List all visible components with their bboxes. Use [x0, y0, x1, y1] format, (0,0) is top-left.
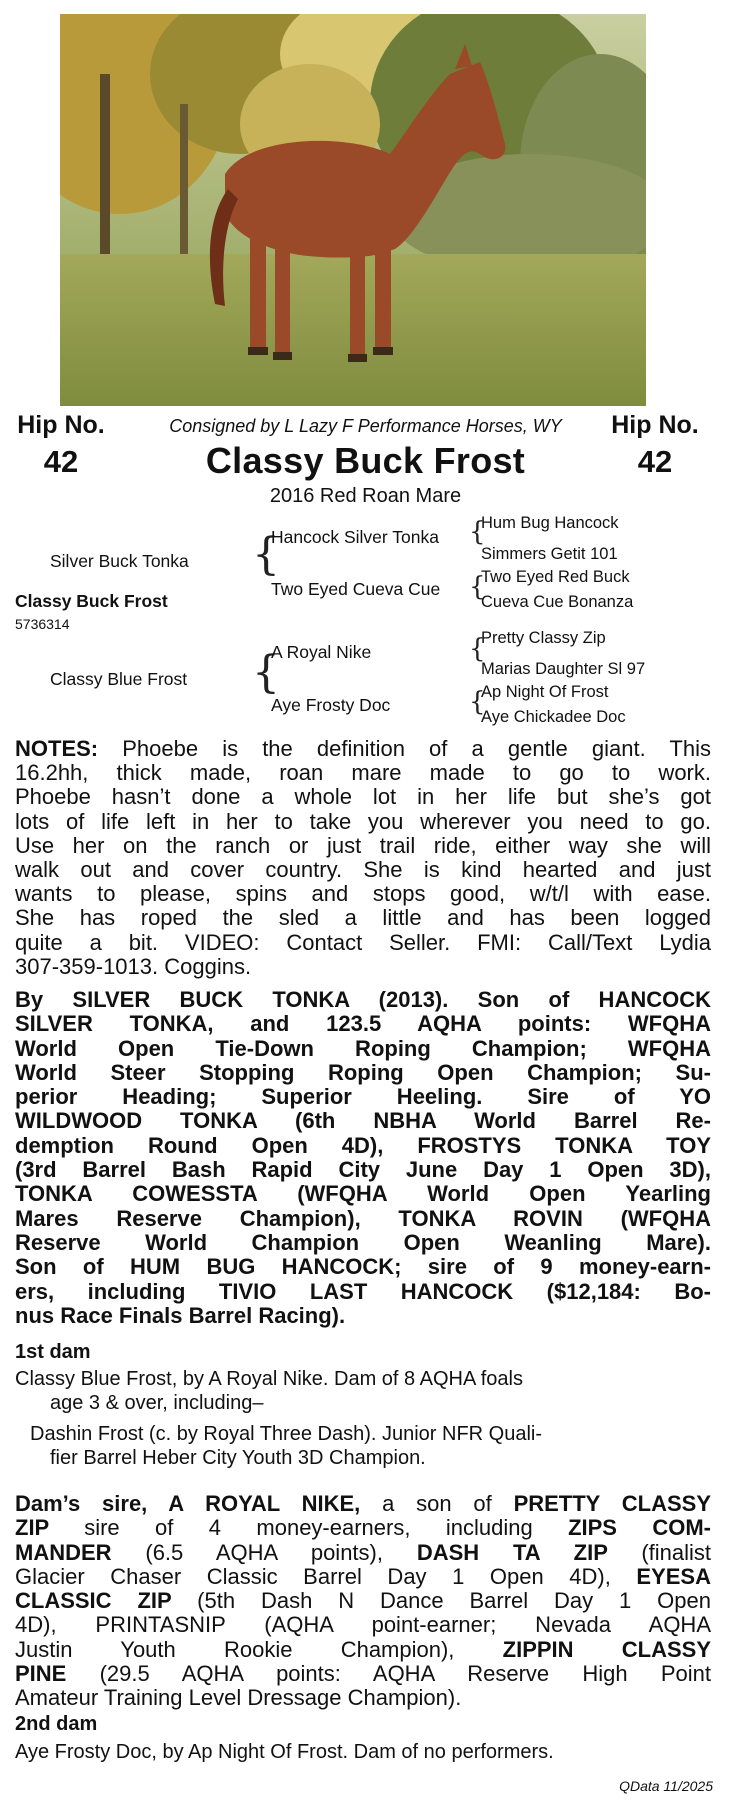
hip-value-right: 42 [637, 444, 673, 479]
dam-sire-paragraph [15, 1492, 711, 1711]
sire-line: By SILVER BUCK TONKA (2013). Son of HANCOCK [15, 987, 711, 1012]
notes-line [15, 931, 711, 955]
dam-sire-text: Glacier Chaser Classic Barrel Day 1 Open 4D), [15, 1563, 637, 1589]
dam-sire-line [15, 1541, 711, 1565]
notes-line [15, 834, 711, 858]
dam-sire-line [15, 1686, 711, 1710]
dam-sire-text: (finalist [641, 1539, 711, 1565]
pedigree-g3-6: Marias Daughter Sl 97 [481, 660, 646, 678]
first-dam-produce-1: Dashin Frost (c. by Royal Three Dash). Junior NFR Quali- [30, 1423, 543, 1445]
pedigree-g3-5: Pretty Classy Zip [481, 629, 606, 647]
dam-sire-bold-text: CLASSIC ZIP [15, 1588, 198, 1614]
dam-sire-text: Amateur Training Level Dressage Champion). [15, 1685, 462, 1711]
pedigree-dam-dam: Aye Frosty Doc [271, 695, 391, 715]
horse-photo [60, 14, 646, 406]
dam-sire-line [15, 1613, 711, 1637]
second-dam-heading: 2nd dam [15, 1713, 98, 1735]
notes-text: 307-359-1013. Coggins. [15, 953, 252, 979]
notes-line [15, 761, 711, 785]
notes-text: Use her on the ranch or just trail ride, either way she will [15, 832, 711, 858]
dam-sire-bold-text: DASH TA ZIP [416, 1539, 642, 1565]
horse-description: 2016 Red Roan Mare [269, 485, 462, 507]
sire-line: Reserve World Champion Open Weanling Mare). [15, 1229, 711, 1255]
dam-sire-line [15, 1662, 711, 1686]
brace-sire: { [252, 529, 280, 580]
dam-sire-line [15, 1565, 711, 1589]
dam-sire-bold-text: ZIP [15, 1515, 85, 1541]
sire-line: (3rd Barrel Bash Rapid City June Day 1 Open 3D), [15, 1157, 711, 1183]
sire-line: SILVER TONKA, and 123.5 AQHA points: WFQHA [15, 1011, 711, 1037]
notes-text: lots of life left in her to take you wherever you need to go. [15, 808, 711, 834]
pedigree-g3-7: Ap Night Of Frost [481, 683, 609, 701]
pedigree-g3-3: Two Eyed Red Buck [481, 568, 630, 586]
hip-value-left: 42 [43, 444, 79, 479]
notes-text: 16.2hh, thick made, roan mare made to go to work. [15, 760, 711, 786]
sire-line: TONKA COWESSTA (WFQHA World Open Yearling [15, 1181, 711, 1207]
dam-sire-bold-text: MANDER [15, 1539, 146, 1565]
horse-photo-image [60, 14, 646, 406]
dam-sire-bold-text: PINE [15, 1661, 100, 1687]
pedigree-sire: Silver Buck Tonka [50, 551, 189, 571]
dam-sire-bold-text: Dam’s sire, A ROYAL NIKE, [15, 1491, 383, 1516]
dam-sire-text: sire of 4 money-earners, including [84, 1515, 569, 1541]
dam-sire-line [15, 1589, 711, 1613]
horse-name-title: Classy Buck Frost [205, 440, 526, 481]
notes-line [15, 810, 711, 834]
notes-line [15, 906, 711, 930]
pedigree-g3-1: Hum Bug Hancock [481, 514, 619, 532]
dam-sire-bold-text: ZIPPIN CLASSY [502, 1636, 711, 1662]
notes-text: wants to please, spins and stops good, w/t/l with ease. [15, 881, 711, 907]
notes-line [15, 858, 711, 882]
pedigree-dam: Classy Blue Frost [50, 669, 188, 689]
pedigree-g3-2: Simmers Getit 101 [481, 545, 618, 563]
brace-dam: { [252, 647, 280, 698]
notes-text: Phoebe is the definition of a gentle giant. This [122, 736, 711, 761]
brace-g3-1: { [469, 517, 486, 547]
first-dam-produce-2: fier Barrel Heber City Youth 3D Champion. [50, 1447, 426, 1469]
consignor-line: Consigned by L Lazy F Performance Horses, WY [169, 416, 562, 436]
dam-sire-text: 4D), PRINTASNIP (AQHA point-earner; Nevada AQHA [15, 1612, 711, 1638]
dam-sire-line [15, 1516, 711, 1540]
notes-text: quite a bit. VIDEO: Contact Seller. FMI: Call/Text Lydia [15, 929, 711, 955]
brace-g3-4: { [469, 687, 486, 717]
first-dam-line-1: Classy Blue Frost, by A Royal Nike. Dam of 8 AQHA foals [15, 1368, 523, 1390]
pedigree-dam-sire: A Royal Nike [271, 642, 372, 662]
pedigree-g3-8: Aye Chickadee Doc [481, 708, 626, 726]
notes-line [15, 737, 711, 761]
sire-line: ers, including TIVIO LAST HANCOCK ($12,184: Bo- [15, 1278, 711, 1304]
dam-sire-line [15, 1492, 711, 1516]
first-dam-line-2: age 3 & over, including– [50, 1392, 264, 1414]
notes-text: She has roped the sled a little and has been logged [15, 905, 711, 931]
notes-line [15, 882, 711, 906]
pedigree-g3-4: Cueva Cue Bonanza [481, 593, 634, 611]
sire-line: perior Heading; Superior Heeling. Sire of YO [15, 1084, 711, 1110]
second-dam-line-1: Aye Frosty Doc, by Ap Night Of Frost. Dam of no performers. [15, 1741, 554, 1763]
sire-line: demption Round Open 4D), FROSTYS TONKA TOY [15, 1132, 711, 1158]
pedigree-sire-dam: Two Eyed Cueva Cue [271, 579, 441, 599]
sire-line: World Steer Stopping Roping Open Champion; Su- [15, 1059, 711, 1085]
notes-line [15, 955, 711, 979]
brace-g3-3: { [469, 634, 486, 664]
pedigree-sire-sire: Hancock Silver Tonka [271, 527, 439, 547]
dam-sire-bold-text: PRETTY CLASSY [513, 1491, 712, 1516]
brace-g3-2: { [469, 572, 486, 602]
first-dam-heading: 1st dam [15, 1341, 91, 1363]
notes-label: NOTES: [15, 736, 123, 761]
pedigree-reg-number: 5736314 [15, 616, 70, 632]
notes-line [15, 785, 711, 809]
dam-sire-text: (5th Dash N Dance Barrel Day 1 Open [197, 1588, 711, 1614]
hip-label-right: Hip No. [611, 411, 699, 439]
dam-sire-text: (29.5 AQHA points: AQHA Reserve High Point [99, 1661, 711, 1687]
footer-date: QData 11/2025 [619, 1778, 713, 1794]
dam-sire-line [15, 1638, 711, 1662]
dam-sire-text: (6.5 AQHA points), [145, 1539, 417, 1565]
sire-line: Son of HUM BUG HANCOCK; sire of 9 money-earn- [15, 1254, 711, 1280]
sire-line: Mares Reserve Champion), TONKA ROVIN (WFQHA [15, 1205, 711, 1231]
sire-line: WILDWOOD TONKA (6th NBHA World Barrel Re- [15, 1108, 711, 1134]
dam-sire-text: Justin Youth Rookie Champion), [15, 1636, 503, 1662]
dam-sire-text: a son of [382, 1491, 514, 1516]
dam-sire-bold-text: EYESA [636, 1563, 711, 1589]
dam-sire-bold-text: ZIPS COM- [568, 1515, 711, 1541]
hip-label-left: Hip No. [17, 411, 105, 439]
notes-paragraph [15, 737, 711, 979]
sire-line: nus Race Finals Barrel Racing). [15, 1302, 346, 1328]
pedigree-horse: Classy Buck Frost [15, 591, 168, 611]
sire-paragraph [15, 988, 711, 1328]
sire-line: World Open Tie-Down Roping Champion; WFQHA [15, 1035, 711, 1061]
notes-text: walk out and cover country. She is kind hearted and just [15, 857, 711, 883]
notes-text: Phoebe hasn’t done a whole lot in her life but she’s got [15, 784, 711, 810]
